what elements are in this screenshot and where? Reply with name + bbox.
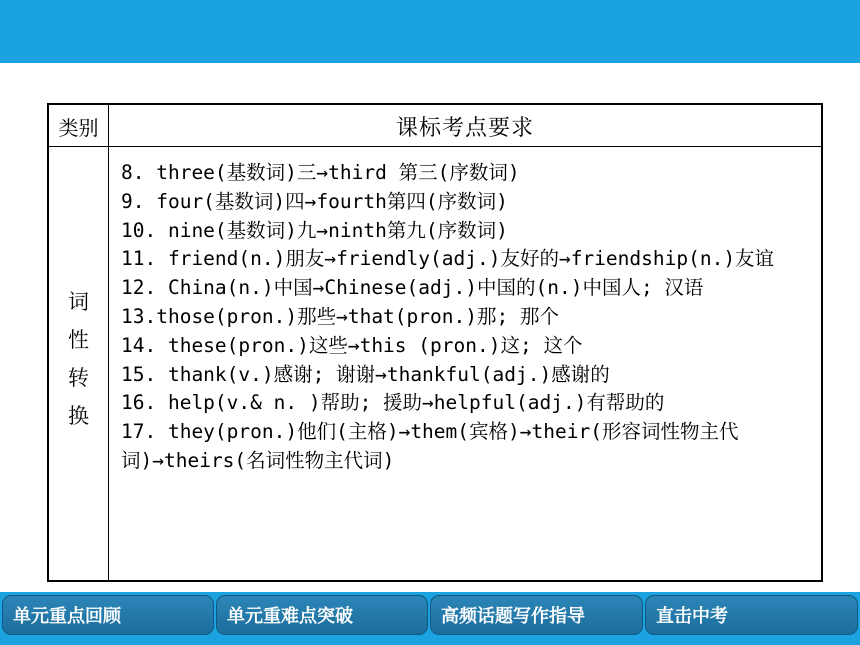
category-char: 转 [68,366,89,390]
item-line: 15. thank(v.)感谢; 谢谢→thankful(adj.)感谢的 [121,362,610,386]
item-line: 17. they(pron.)他们(主格)→them(宾格)→their(形容词性物主代词)→theirs(名词性物主代词) [121,420,739,472]
nav-unit-review-button[interactable]: 单元重点回顾 [2,595,214,635]
item-line: 8. three(基数词)三→third 第三(序数词) [121,161,520,184]
table-header-row [49,105,821,147]
item-line: 14. these(pron.)这些→this (pron.)这; 这个 [121,333,583,357]
top-banner [0,0,860,63]
category-cell [49,283,108,435]
nav-key-difficulties-button[interactable]: 单元重难点突破 [216,595,428,635]
column-divider [108,105,109,580]
category-char: 词 [68,290,89,314]
nav-exam-button[interactable]: 直击中考 [645,595,858,635]
header-requirement: 课标考点要求 [395,115,534,141]
vocab-table [47,103,823,582]
item-line: 9. four(基数词)四→fourth第四(序数词) [121,189,508,213]
header-category: 类别 [58,115,99,140]
item-line: 11. friend(n.)朋友→friendly(adj.)友好的→friendship(n.)友谊 [121,247,775,271]
item-line: 12. China(n.)中国→Chinese(adj.)中国的(n.)中国人; 汉语 [121,276,704,300]
item-line: 13.those(pron.)那些→that(pron.)那; 那个 [121,304,559,328]
category-char: 性 [68,328,89,352]
item-line: 10. nine(基数词)九→ninth第九(序数词) [121,218,508,242]
item-line: 16. help(v.& n. )帮助; 援助→helpful(adj.)有帮助的 [121,391,665,415]
category-char: 换 [68,404,89,428]
nav-writing-guide-button[interactable]: 高频话题写作指导 [430,595,643,635]
requirement-content [121,159,811,476]
